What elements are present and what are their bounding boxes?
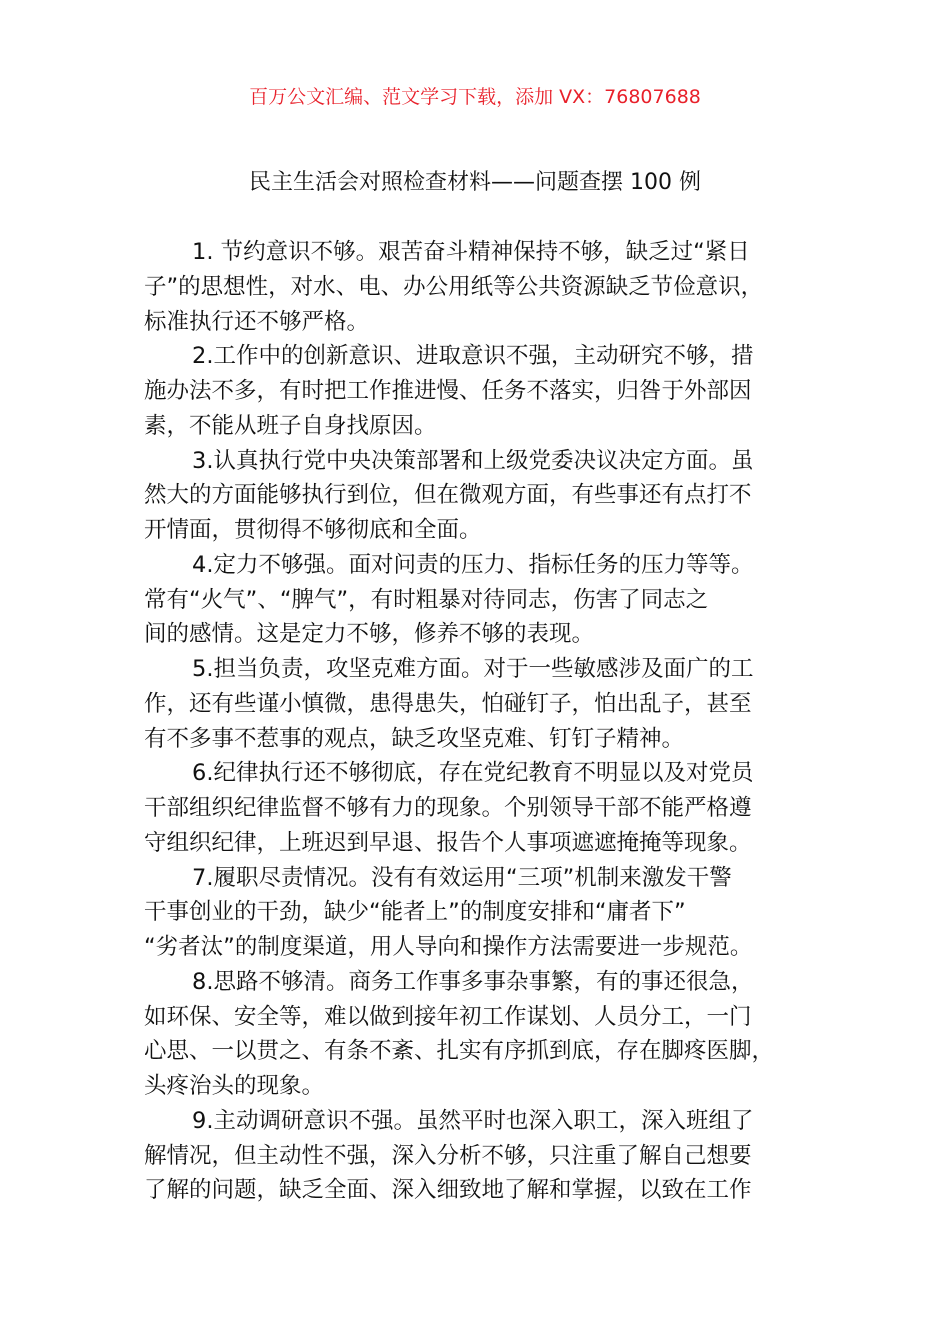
- paragraph-line: 心思、一以贯之、有条不紊、扎实有序抓到底，存在脚疼医脚，: [144, 1038, 775, 1065]
- paragraph-line: 子”的思想性，对水、电、办公用纸等公共资源缺乏节俭意识，: [144, 273, 764, 300]
- paragraph-line: 5.担当负责，攻坚克难方面。对于一些敏感涉及面广的工: [192, 656, 754, 682]
- paragraph-6: [144, 756, 824, 860]
- paragraph-line: 7.履职尽责情况。没有有效运用“三项”机制来激发干警: [192, 864, 732, 891]
- paragraph-line: 有不多事不惹事的观点，缺乏攻坚克难、钉钉子精神。: [144, 725, 685, 752]
- paragraph-line: 头疼治头的现象。: [144, 1073, 325, 1099]
- paragraph-8: [144, 965, 824, 1104]
- paragraph-line: 了解的问题，缺乏全面、深入细致地了解和掌握，以致在工作: [144, 1177, 752, 1204]
- paragraph-line: 干部组织纪律监督不够有力的现象。个别领导干部不能严格遵: [144, 795, 752, 821]
- paragraph-line: “劣者汰”的制度渠道，用人导向和操作方法需要进一步规范。: [144, 934, 753, 960]
- paragraph-line: 素，不能从班子自身找原因。: [144, 412, 437, 439]
- paragraph-5: [144, 652, 824, 756]
- paragraph-line: 如环保、安全等，难以做到接年初工作谋划、人员分工，一门: [144, 1003, 752, 1030]
- paragraph-line: 开情面，贯彻得不够彻底和全面。: [144, 517, 482, 543]
- document-title: 民主生活会对照检查材料——问题查摆 100 例: [249, 170, 701, 195]
- paragraph-line: 2.工作中的创新意识、进取意识不强，主动研究不够，措: [192, 343, 754, 370]
- paragraph-line: 解情况，但主动性不强，深入分析不够，只注重了解自己想要: [144, 1142, 752, 1169]
- paragraph-4: [144, 548, 824, 652]
- paragraph-line: 作，还有些谨小慎微，患得患失，怕碰钉子，怕出乱子，甚至: [144, 690, 752, 717]
- paragraph-line: 常有“火气”、“脾气”，有时粗暴对待同志，伤害了同志之: [144, 586, 709, 613]
- paragraph-line: 4.定力不够强。面对问责的压力、指标任务的压力等等。: [192, 551, 754, 578]
- paragraph-2: [144, 339, 824, 443]
- watermark-header-note: 百万公文汇编、范文学习下载，添加 VX：76807688: [249, 86, 701, 108]
- paragraph-line: 9.主动调研意识不强。虽然平时也深入职工，深入班组了: [192, 1107, 754, 1134]
- paragraph-9: [144, 1104, 824, 1208]
- paragraph-line: 8.思路不够清。商务工作事多事杂事繁，有的事还很急，: [192, 968, 754, 995]
- document-body: [144, 235, 824, 1208]
- paragraph-line: 标准执行还不够严格。: [144, 308, 370, 335]
- paragraph-line: 干事创业的干劲，缺少“能者上”的制度安排和“庸者下”: [144, 899, 686, 926]
- paragraph-3: [144, 444, 824, 548]
- paragraph-line: 守组织纪律，上班迟到早退、报告个人事项遮遮掩掩等现象。: [144, 829, 752, 856]
- paragraph-7: [144, 861, 824, 965]
- paragraph-line: 然大的方面能够执行到位，但在微观方面，有些事还有点打不: [144, 482, 752, 509]
- paragraph-line: 间的感情。这是定力不够，修养不够的表现。: [144, 621, 595, 648]
- paragraph-1: [144, 235, 824, 339]
- paragraph-line: 6.纪律执行还不够彻底，存在党纪教育不明显以及对党员: [192, 760, 754, 787]
- paragraph-line: 1. 节约意识不够。艰苦奋斗精神保持不够，缺乏过“紧日: [192, 239, 750, 265]
- paragraph-line: 施办法不多，有时把工作推进慢、任务不落实，归咎于外部因: [144, 378, 752, 404]
- paragraph-line: 3.认真执行党中央决策部署和上级党委决议决定方面。虽: [192, 447, 754, 474]
